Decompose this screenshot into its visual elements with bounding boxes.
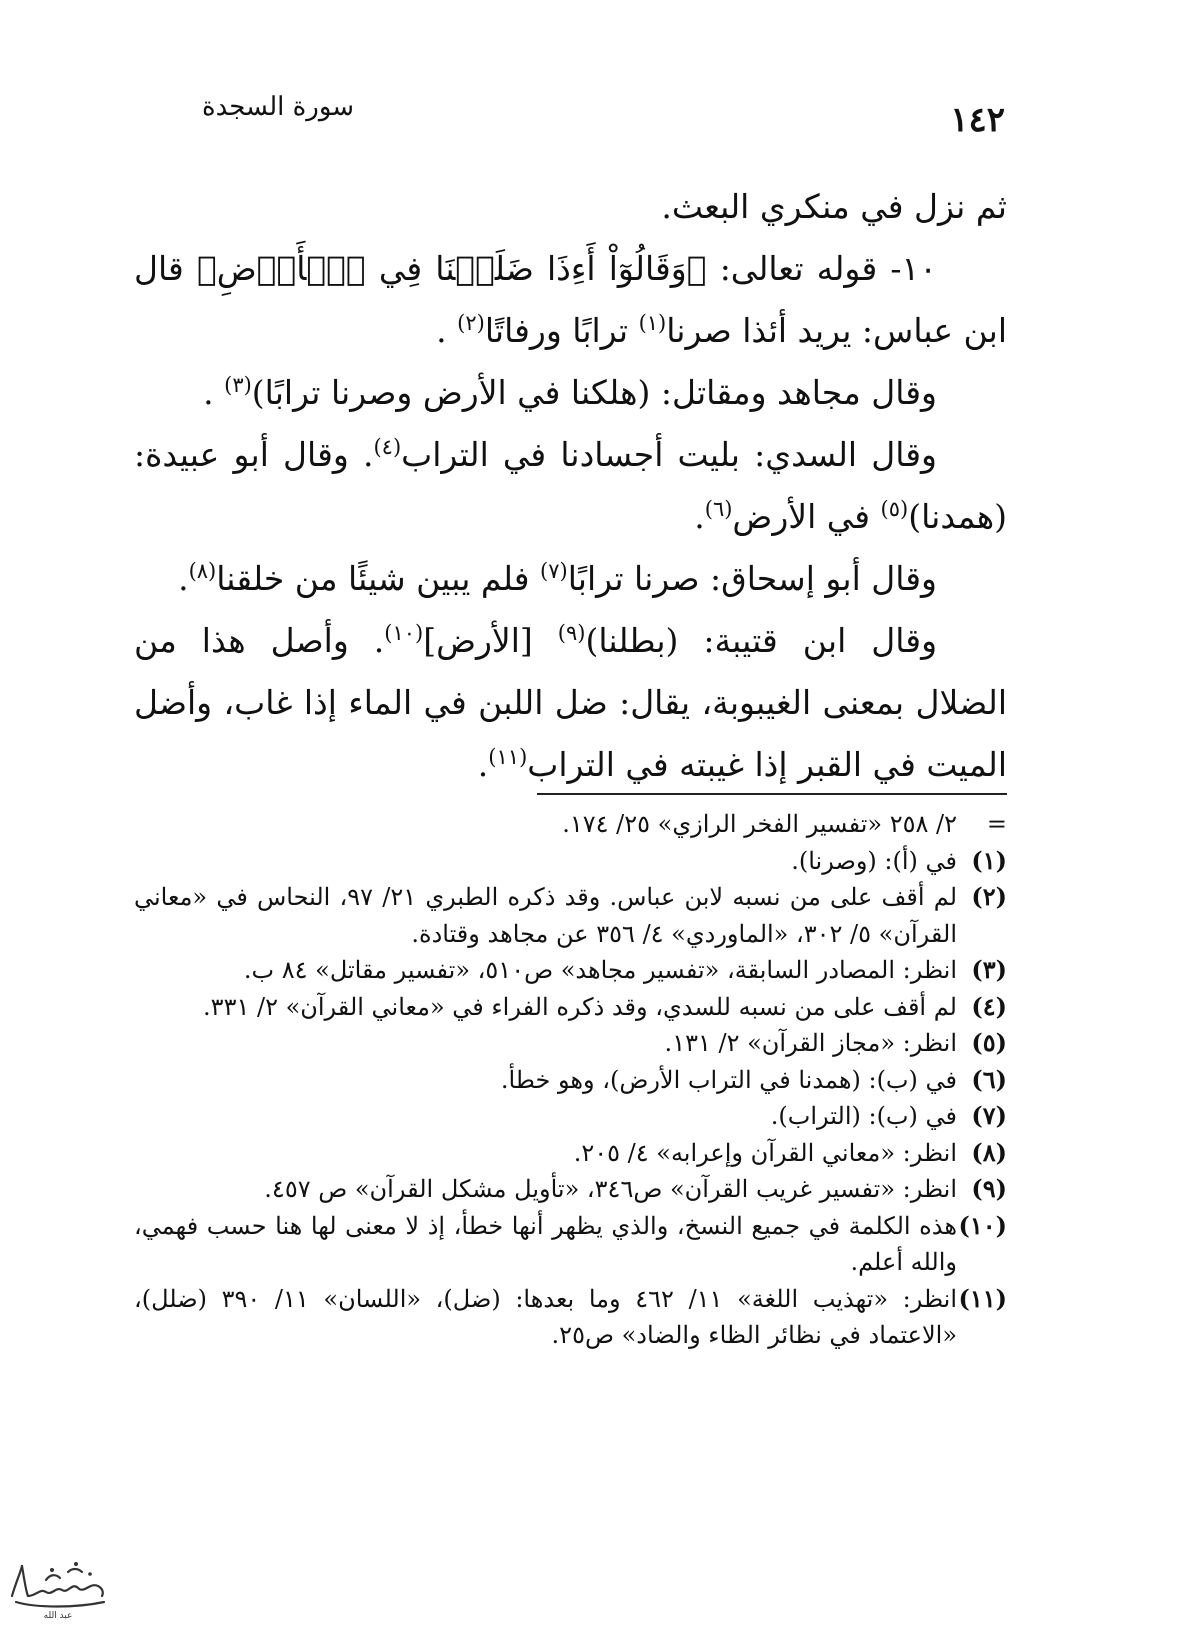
page-number: ١٤٢ xyxy=(950,100,1005,140)
paragraph-5-text-b: فلم يبين شيئًا من خلقنا xyxy=(216,559,541,598)
footnote-ref-10[interactable]: (١٠) xyxy=(384,621,424,645)
main-text xyxy=(134,176,1007,796)
footnote-ref-9[interactable]: (٩) xyxy=(557,621,586,645)
footnote-number: (٦) xyxy=(971,1064,1007,1094)
paragraph-5 xyxy=(134,548,1007,610)
footnote-text: لم أقف على من نسبه للسدي، وقد ذكره الفراء في «معاني القرآن» ٢/ ٣٣١. xyxy=(203,992,957,1021)
quran-verse: ﴿وَقَالُوٓاْ أَءِذَا ضَلَلۡنَا فِي ٱلۡأَرۡضِ﴾ xyxy=(196,249,707,288)
paragraph-2-text-b: ترابًا ورفاتًا xyxy=(484,311,639,350)
footnote-number: (٤) xyxy=(971,991,1007,1021)
footnote-item xyxy=(134,1098,1007,1135)
footnote-ref-11[interactable]: (١١) xyxy=(488,745,528,769)
publisher-seal-icon xyxy=(6,1552,110,1622)
paragraph-6-text-c: . وأصل هذا من الضلال بمعنى الغيبوبة، يقال: ضل اللبن في الماء إذا غاب، وأضل الميت في القبر إذا غيبته في التراب xyxy=(134,621,1007,784)
paragraph-2-end: . xyxy=(436,311,458,350)
footnote-text: انظر: «مجاز القرآن» ٢/ ١٣١. xyxy=(664,1029,957,1057)
footnote-text: في (ب): (التراب). xyxy=(770,1102,957,1130)
footnote-ref-6[interactable]: (٦) xyxy=(704,497,733,521)
footnote-text: انظر: «معاني القرآن وإعرابه» ٤/ ٢٠٥. xyxy=(573,1138,957,1167)
footnote-number: (٢) xyxy=(971,882,1007,911)
footnote-item xyxy=(134,1025,1007,1062)
paragraph-5-end: . xyxy=(178,559,189,598)
footnote-ref-8[interactable]: (٨) xyxy=(188,559,217,583)
paragraph-1 xyxy=(134,176,1007,238)
paragraph-3-text: وقال مجاهد ومقاتل: (هلكنا في الأرض وصرنا ترابًا) xyxy=(251,373,937,412)
footnote-number: (١٠) xyxy=(958,1210,1007,1240)
paragraph-4-text-c: في الأرض xyxy=(732,497,881,536)
paragraph-6-text-b: [الأرض] xyxy=(423,621,558,660)
footnote-item xyxy=(134,1062,1007,1099)
footnote-ref-1[interactable]: (١) xyxy=(638,311,667,335)
footnote-item xyxy=(134,989,1007,1026)
paragraph-5-text-a: وقال أبو إسحاق: صرنا ترابًا xyxy=(567,559,937,598)
footnote-ref-3[interactable]: (٣) xyxy=(224,373,252,397)
paragraph-1-text: ثم نزل في منكري البعث. xyxy=(661,187,1007,226)
paragraph-4-text-b: . وقال أبو عبيدة: (همدنا) xyxy=(134,435,1007,536)
footnote-ref-4[interactable]: (٤) xyxy=(373,435,402,459)
footnote-item xyxy=(134,1208,1007,1281)
footnote-text: في (ب): (همدنا في التراب الأرض)، وهو خطأ. xyxy=(500,1065,957,1094)
footnote-item xyxy=(134,1135,1007,1172)
footnote-continuation xyxy=(134,806,1007,843)
paragraph-3 xyxy=(134,362,1007,424)
footnote-item xyxy=(134,879,1007,952)
footnote-text: انظر: «تهذيب اللغة» ١١/ ٤٦٢ وما بعدها: (ضل)، «اللسان» ١١/ ٣٩٠ (ضلل)، «الاعتماد في نظائر الظاء والضاد» ص٢٥. xyxy=(134,1284,958,1349)
footnote-text: انظر: «تفسير غريب القرآن» ص٣٤٦، «تأويل مشكل القرآن» ص ٤٥٧. xyxy=(264,1175,957,1203)
footnote-number: (٥) xyxy=(971,1028,1007,1057)
footnote-number: (١١) xyxy=(958,1283,1007,1313)
footnote-item xyxy=(134,843,1007,880)
footnote-continuation-text: ٢/ ٢٥٨ «تفسير الفخر الرازي» ٢٥/ ١٧٤. xyxy=(562,810,957,838)
paragraph-4-end: . xyxy=(694,497,705,536)
footnote-number: (١) xyxy=(971,845,1007,875)
footnote-number: (٣) xyxy=(971,955,1007,984)
paragraph-6-text-a: وقال ابن قتيبة: (بطلنا) xyxy=(585,621,938,660)
paragraph-4-text-a: وقال السدي: بليت أجسادنا في التراب xyxy=(401,435,937,474)
footnote-text: في (أ): (وصرنا). xyxy=(791,846,957,875)
footnote-item xyxy=(134,1171,1007,1208)
footnotes xyxy=(134,806,1007,1354)
paragraph-6-end: . xyxy=(477,745,489,784)
footnote-number: (٧) xyxy=(971,1101,1007,1130)
paragraph-2-text-a: قال ابن عباس: يريد أئذا صرنا xyxy=(134,249,1007,350)
svg-text:عبد الله: عبد الله xyxy=(43,1611,73,1621)
footnote-continuation-marker: = xyxy=(986,810,1007,838)
footnote-item xyxy=(134,1281,1007,1354)
footnote-item xyxy=(134,952,1007,989)
running-header-title: سورة السجدة xyxy=(202,92,355,122)
verse-intro: ١٠- قوله تعالى: xyxy=(706,249,937,288)
footnote-text: هذه الكلمة في جميع النسخ، والذي يظهر أنها خطأ، إذ لا معنى لها هنا حسب فهمي، والله أعلم. xyxy=(134,1211,957,1276)
footnote-divider xyxy=(537,793,1007,795)
footnote-ref-2[interactable]: (٢) xyxy=(457,311,485,335)
footnote-text: انظر: المصادر السابقة، «تفسير مجاهد» ص٥١٠، «تفسير مقاتل» ٨٤ ب. xyxy=(243,956,957,984)
paragraph-2 xyxy=(134,238,1007,362)
footnote-number: (٨) xyxy=(971,1137,1007,1167)
paragraph-3-end: . xyxy=(203,373,225,412)
footnote-text: لم أقف على من نسبه لابن عباس. وقد ذكره الطبري ٢١/ ٩٧، النحاس في «معاني القرآن» ٥/ ٣٠٢، «الماوردي» ٤/ ٣٥٦ عن مجاهد وقتادة. xyxy=(134,883,958,948)
footnote-ref-5[interactable]: (٥) xyxy=(880,497,909,521)
paragraph-6 xyxy=(134,610,1007,796)
footnote-ref-7[interactable]: (٧) xyxy=(540,559,568,583)
footnote-number: (٩) xyxy=(971,1174,1007,1203)
paragraph-4 xyxy=(134,424,1007,548)
